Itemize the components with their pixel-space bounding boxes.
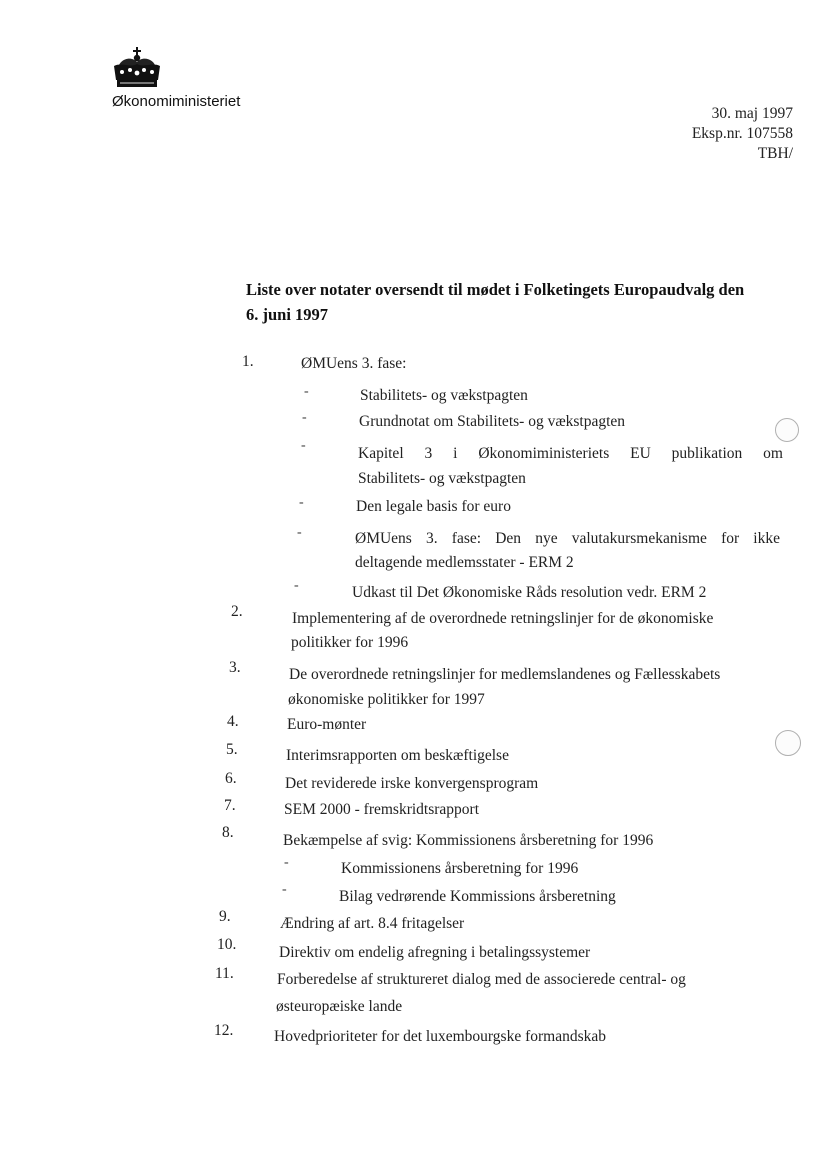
crown-logo-icon [112, 46, 162, 92]
title-line-1: Liste over notater oversendt til mødet i Folketingets Europaudvalg den [246, 280, 745, 299]
item-text-line-2: østeuropæiske lande [276, 998, 403, 1015]
item-text-line-2: politikker for 1996 [291, 634, 409, 651]
item-text-line-1: Forberedelse af struktureret dialog med de associerede central- og [277, 971, 686, 988]
item-text: Hovedprioriteter for det luxembourgske formandskab [274, 1028, 607, 1045]
sub-item-text-line-2: deltagende medlemsstater - ERM 2 [355, 554, 574, 571]
sub-item-text-line-1: Kapitel 3 i Økonomiministeriets EU publikation om [358, 445, 783, 462]
item-number: 2. [231, 603, 243, 620]
item-number: 3. [229, 659, 241, 676]
item-text: Det reviderede irske konvergensprogram [285, 775, 539, 792]
sub-item-text: Grundnotat om Stabilitets- og vækstpagten [359, 413, 626, 430]
item-number: 7. [224, 797, 236, 814]
item-number: 8. [222, 824, 234, 841]
bullet-dash: - [297, 525, 302, 540]
document-title [246, 277, 791, 327]
item-text-line-1: De overordnede retningslinjer for medlemslandenes og Fællesskabets [289, 666, 721, 683]
bullet-dash: - [282, 882, 287, 897]
item-text-line-1: Implementering af de overordnede retningslinjer for de økonomiske [292, 610, 714, 627]
item-text: Euro-mønter [287, 716, 367, 733]
ministry-name: Økonomiministeriet [112, 93, 241, 110]
sub-item-text: Den legale basis for euro [356, 498, 511, 515]
punch-hole-icon [775, 730, 801, 756]
punch-hole-icon [775, 418, 799, 442]
bullet-dash: - [301, 438, 306, 453]
sub-item-text-line-2: Stabilitets- og vækstpagten [358, 470, 526, 487]
author-initials: TBH/ [757, 145, 793, 162]
sub-item-text: Stabilitets- og vækstpagten [360, 387, 528, 404]
title-line-2: 6. juni 1997 [246, 305, 329, 324]
item-number: 1. [242, 353, 254, 370]
item-number: 9. [219, 908, 231, 925]
item-number: 11. [215, 965, 234, 982]
item-text: Bekæmpelse af svig: Kommissionens årsberetning for 1996 [283, 832, 654, 849]
item-text: Ændring af art. 8.4 fritagelser [280, 915, 465, 932]
item-text: Interimsrapporten om beskæftigelse [286, 747, 509, 764]
item-text-line-2: økonomiske politikker for 1997 [288, 691, 485, 708]
sub-item-text: Kommissionens årsberetning for 1996 [341, 860, 579, 877]
bullet-dash: - [284, 855, 289, 870]
item-number: 4. [227, 713, 239, 730]
bullet-dash: - [304, 384, 309, 399]
item-number: 6. [225, 770, 237, 787]
item-text: Direktiv om endelig afregning i betalingssystemer [279, 944, 591, 961]
document-date: 30. maj 1997 [711, 105, 793, 122]
bullet-dash: - [302, 410, 307, 425]
item-number: 10. [217, 936, 237, 953]
reference-number: Eksp.nr. 107558 [691, 125, 793, 142]
item-text: SEM 2000 - fremskridtsrapport [284, 801, 480, 818]
bullet-dash: - [299, 495, 304, 510]
sub-item-text: Udkast til Det Økonomiske Råds resolution vedr. ERM 2 [352, 584, 707, 601]
item-number: 12. [214, 1022, 234, 1039]
item-number: 5. [226, 741, 238, 758]
sub-item-text-line-1: ØMUens 3. fase: Den nye valutakursmekanisme for ikke [355, 530, 780, 547]
sub-item-text: Bilag vedrørende Kommissions årsberetning [339, 888, 616, 905]
bullet-dash: - [294, 578, 299, 593]
item-text: ØMUens 3. fase: [301, 355, 407, 372]
